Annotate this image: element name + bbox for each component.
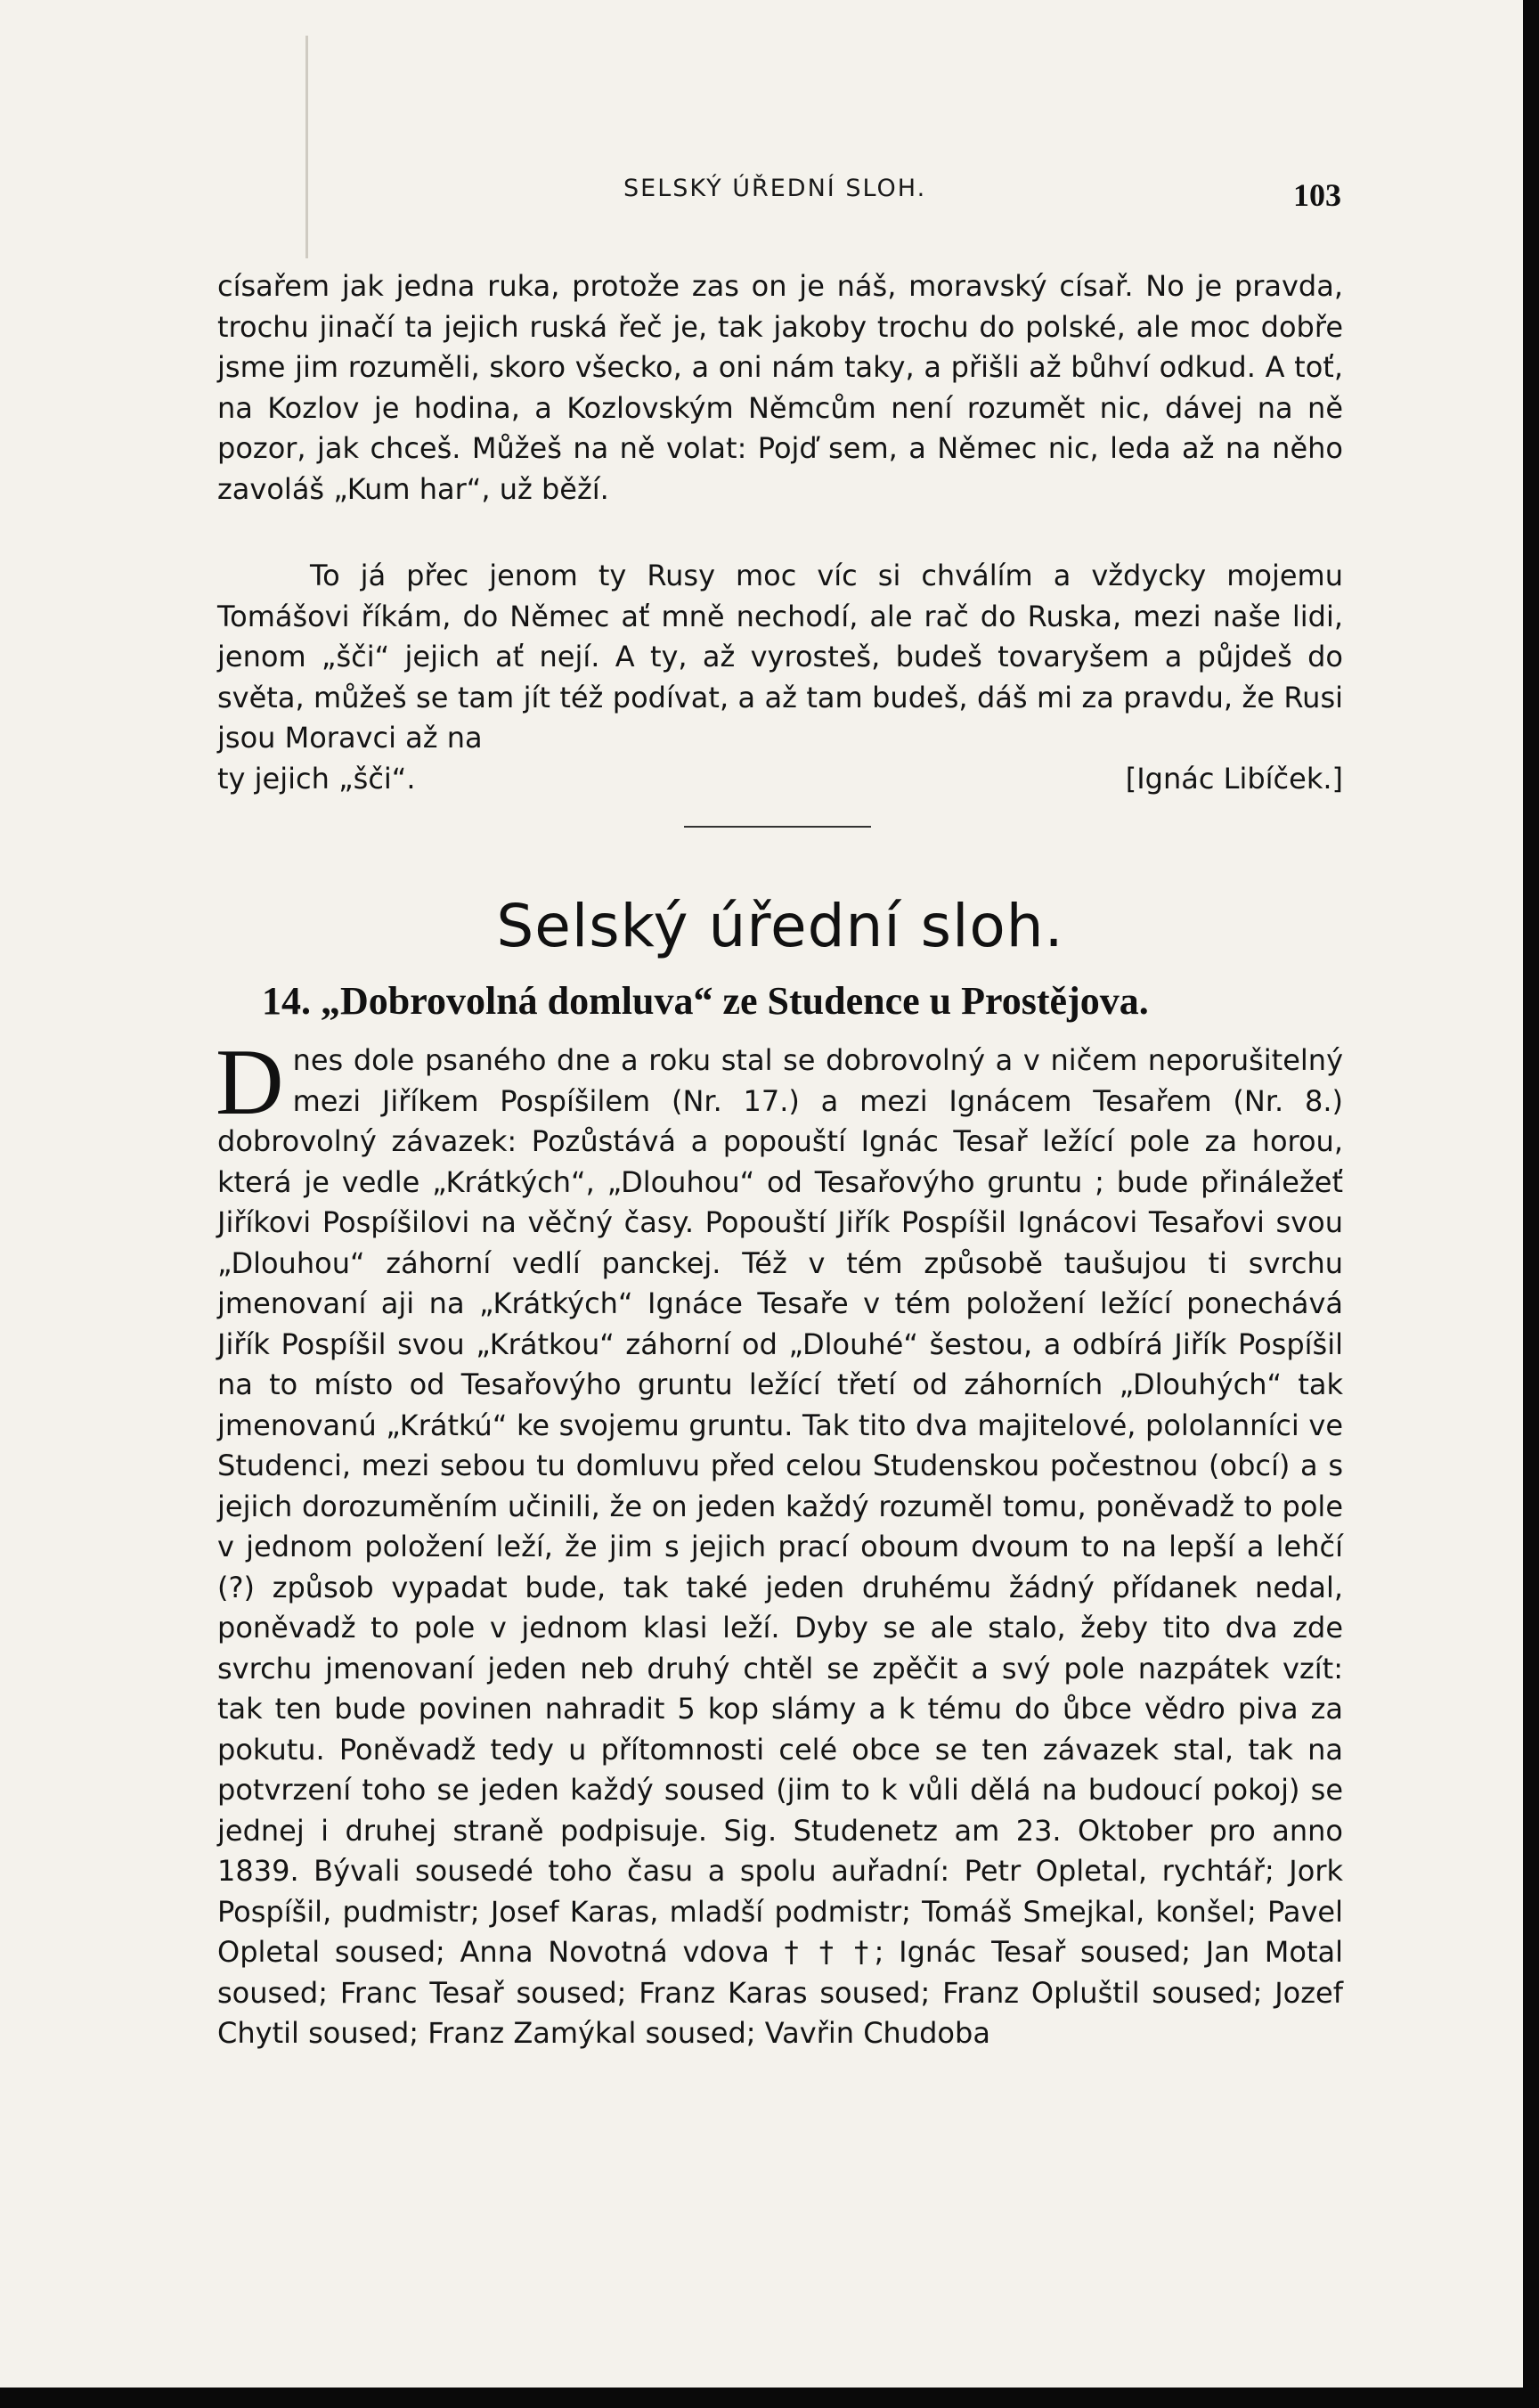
signature-line [217,759,1343,800]
document-text: nes dole psaného dne a roku stal se dobrovolný a v ničem neporušitelný mezi Jiříkem Pospíšilem (Nr. 17.) a mezi Ignácem Tesařem (Nr. 8.) dobrovolný závazek: Pozůstává a popouští Ignác Tesař ležící pole za horou, která je vedle „Krátkých“, „Dlouhou“ od Tesařovýho gruntu ; bude přináležeť Jiříkovi Pospíšilovi na věčný časy. Popouští Jiřík Pospíšil Ignácovi Tesařovi svou „Dlouhou“ záhorní vedlí panckej. Též v tém způsobě taušujou ti svrchu jmenovaní aji na „Krátkých“ Ignáce Tesaře v tém položení ležící ponechává Jiřík Pospíšil svou „Krátkou“ záhorní od „Dlouhé“ šestou, a odbírá Jiřík Pospíšil na to místo od Tesařovýho gruntu ležící třetí od záhorních „Dlouhých“ tak jmenovanú „Krátkú“ ke svojemu gruntu. Tak tito dva majitelové, pololanníci ve Studenci, mezi sebou tu domluvu před celou Studenskou počestnou (obcí) a s jejich dorozuměním učinili, že on jeden každý rozuměl tomu, poněvadž to pole v jednom položení leží, že jim s jejich prací oboum dvoum to na lepší a lehčí (?) způsob vypadat bude, tak také jeden druhému žádný přídanek nedal, poněvadž to pole v jednom klasi leží. Dyby se ale stalo, žeby tito dva zde svrchu jmenovaní jeden neb druhý chtěl se zpěčit a svý pole nazpátek vzít: tak ten bude povinen nahradit 5 kop slámy a k tému do ůbce vědro piva za pokutu. Poněvadž tedy u přítomnosti celé obce se ten závazek stal, tak na potvrzení toho se jeden každý soused (jim to k vůli dělá na budoucí pokoj) se jednej i druhej straně podpisuje. Sig. Studenetz am 23. Oktober pro anno 1839. Bývali sousedé toho času a spolu auřadní: Petr Opletal, rychtář; Jork Pospíšil, pudmistr; Josef Karas, mladší podmistr; Tomáš Smejkal, konšel; Pavel Opletal soused; Anna Novotná vdova † † †; Ignác Tesař soused; Jan Motal soused; Franc Tesař soused; Franz Karas soused; Franz Opluštil soused; Jozef Chytil soused; Franz Zamýkal soused; Vavřin Chudoba [217,1043,1343,2050]
section-title: Selský úřední sloh. [496,892,1064,960]
author-signature: [Ignác Libíček.] [1125,761,1343,796]
section-separator [684,826,871,828]
previous-text-paragraph-2 [217,556,1343,799]
document-heading: 14. „Dobrovolná domluva“ ze Studence u Prostějova. [262,979,1149,1023]
page-number: 103 [1293,177,1341,213]
running-head: SELSKÝ ÚŘEDNÍ SLOH. [623,175,927,202]
drop-cap: D [216,1030,284,1134]
page-edge-mark [305,36,308,258]
paragraph-text: císařem jak jedna ruka, protože zas on je náš, moravský císař. No je pravda, trochu jinačí ta jejich ruská řeč je, tak jakoby trochu do polské, ale moc dobře jsme jim rozuměli, skoro všecko, a oni nám taky, a přišli až bůhví odkud. A toť, na Kozlov je hodina, a Kozlovským Němcům není rozumět nic, dávej na ně pozor, jak chceš. Můžeš na ně volat: Pojď sem, a Němec nic, leda až na něho zavoláš „Kum har“, už běží. [217,269,1343,506]
paragraph-end: ty jejich „šči“. [217,761,416,796]
document-body [216,1030,1343,2054]
paragraph-text: To já přec jenom ty Rusy moc víc si chválím a vždycky mojemu Tomášovi říkám, do Němec ať mně nechodí, ale rač do Ruska, mezi naše lidi, jenom „šči“ jejich ať nejí. A ty, až vyrosteš, budeš tovaryšem a půjdeš do světa, můžeš se tam jít též podívat, a až tam budeš, dáš mi za pravdu, že Rusi jsou Moravci až na [217,559,1343,755]
previous-text-paragraph-1 [217,266,1343,510]
